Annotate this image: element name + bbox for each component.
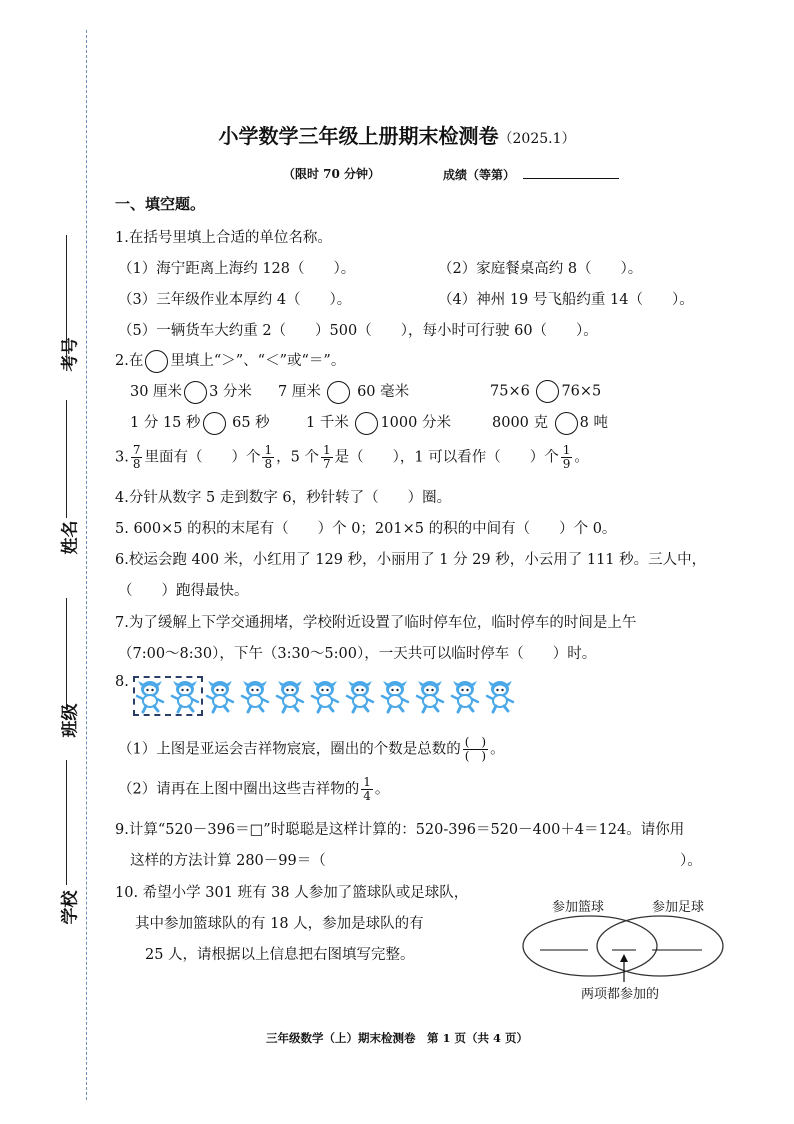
mascot-icon[interactable]: [485, 680, 515, 714]
mascot-row: [133, 676, 518, 718]
class-label: 班级: [60, 703, 81, 738]
score-field: [443, 165, 619, 183]
name-label: 姓名: [60, 520, 81, 555]
mascot-icon[interactable]: [275, 680, 305, 714]
mascot-icon[interactable]: [345, 680, 375, 714]
q7-line2: （7:00～8:30），下午（3:30～5:00），一天共可以临时停车（ ）时。: [118, 646, 597, 662]
mascot-icon[interactable]: [205, 680, 235, 714]
q10-line3: 25 人，请根据以上信息把右图填写完整。: [145, 947, 415, 963]
q1-c: （3）三年级作业本厚约 4（ ）。: [118, 292, 352, 308]
time-limit: （限时 70 分钟）: [283, 167, 381, 181]
circle-icon: [145, 350, 168, 373]
q9-line2: 这样的方法计算 280－99＝（: [130, 853, 326, 869]
venn-left-label: 参加篮球: [552, 900, 605, 915]
compare-circle[interactable]: [355, 412, 378, 435]
compare-circle[interactable]: [203, 412, 226, 435]
mascot-icon[interactable]: [240, 680, 270, 714]
q6-line1: 6.校运会跑 400 米，小红用了 129 秒，小丽用了 1 分 29 秒，小云用了 111 秒。三人中，: [115, 552, 707, 568]
name-line: [66, 400, 67, 518]
q2-stem-post: 里填上“＞”、“＜”或“＝”。: [170, 353, 346, 369]
page-footer: 三年级数学（上）期末检测卷 第 1 页（共 4 页）: [265, 1031, 528, 1045]
q9-line2-end: ）。: [680, 853, 702, 869]
mascot-icon[interactable]: [380, 680, 410, 714]
mascot-icon[interactable]: [170, 680, 200, 714]
q8-p1: （1）上图是亚运会吉祥物宸宸，圈出的个数是总数的 $\frac{( )}{( )}$ 。: [118, 735, 505, 763]
fraction: $\frac{1}{9}$: [562, 443, 571, 471]
q2-stem: [115, 349, 345, 373]
q1-stem: 1.在括号里填上合适的单位名称。: [115, 230, 332, 246]
answer-fraction[interactable]: $\frac{( )}{( )}$: [464, 735, 487, 763]
q6-line2: （ ）跑得最快。: [118, 583, 249, 599]
compare-circle[interactable]: [536, 380, 559, 403]
fraction: $\frac{1}{8}$: [264, 443, 273, 471]
compare-circle[interactable]: [555, 412, 578, 435]
fraction: $\frac{1}{7}$: [322, 443, 331, 471]
q8-num: 8.: [115, 674, 129, 690]
q2-item-5: 1 千米 1000 分米: [306, 411, 451, 435]
fraction: $\frac{7}{8}$: [132, 443, 141, 471]
fraction: $\frac{1}{4}$: [363, 775, 371, 803]
mascot-icon[interactable]: [450, 680, 480, 714]
q2-item-2: 7 厘米 60 毫米: [278, 380, 409, 404]
title-text: 小学数学三年级上册期末检测卷: [218, 124, 499, 148]
q3: 3. $\frac{7}{8}$ 里面有（ ）个 $\frac{1}{8}$ ，5 个 $\frac{1}{7}$ 是（ ），1 可以看作（ ）个 $\frac{1}{9}$ 。: [115, 443, 589, 471]
score-label: 成绩（等第）: [443, 168, 516, 182]
q8-p2: （2）请再在上图中圈出这些吉祥物的 $\frac{1}{4}$ 。: [118, 775, 390, 803]
compare-circle[interactable]: [184, 381, 207, 404]
q2-stem-pre: 2.在: [115, 353, 144, 369]
q10-line2: 其中参加篮球队的有 18 人，参加是球队的有: [135, 916, 424, 932]
venn-both-label: 两项都参加的: [581, 987, 660, 1002]
venn-left-ellipse: [523, 916, 657, 976]
compare-circle[interactable]: [327, 381, 350, 404]
mascot-icon[interactable]: [415, 680, 445, 714]
school-line: [66, 760, 67, 885]
venn-right-ellipse: [597, 916, 723, 976]
title-year: （2025.1）: [498, 131, 576, 147]
section-title: 一、填空题。: [115, 195, 206, 213]
q7-line1: 7.为了缓解上下学交通拥堵，学校附近设置了临时停车位，临时停车的时间是上午: [115, 615, 637, 631]
q5: 5. 600×5 的积的末尾有（ ）个 0；201×5 的积的中间有（ ）个 0。: [115, 521, 617, 537]
mascot-icon[interactable]: [135, 680, 165, 714]
q1-e: （5）一辆货车大约重 2（ ）500（ ），每小时可行驶 60（ ）。: [118, 323, 598, 339]
binding-dashed-line: [86, 30, 87, 1100]
q10-line1: 10. 希望小学 301 班有 38 人参加了篮球队或足球队，: [115, 885, 469, 901]
page-title: [0, 120, 794, 149]
venn-diagram: [518, 910, 728, 985]
q9-line1: 9.计算“520－396＝□”时聪聪是这样计算的：520-396＝520－400＋4＝124。请你用: [115, 822, 685, 838]
q2-item-3: 75×6 76×5: [490, 380, 601, 403]
venn-arrow-head: [620, 954, 628, 962]
mascot-icon[interactable]: [310, 680, 340, 714]
exam-number-label: 考号: [60, 337, 81, 372]
q1-a: （1）海宁距离上海约 128（ ）。: [118, 261, 356, 277]
class-line: [66, 598, 67, 710]
q1-b: （2）家庭餐桌高约 8（ ）。: [438, 261, 643, 277]
school-label: 学校: [60, 890, 81, 925]
score-blank[interactable]: [523, 165, 619, 179]
q2-item-1: 30 厘米 3 分米: [130, 380, 252, 404]
q2-item-6: 8000 克 8 吨: [492, 411, 608, 435]
q4: 4.分针从数字 5 走到数字 6，秒针转了（ ）圈。: [115, 490, 452, 506]
venn-right-label: 参加足球: [652, 900, 705, 915]
q2-item-4: 1 分 15 秒 65 秒: [130, 411, 270, 435]
q1-d: （4）神州 19 号飞船约重 14（ ）。: [438, 292, 694, 308]
